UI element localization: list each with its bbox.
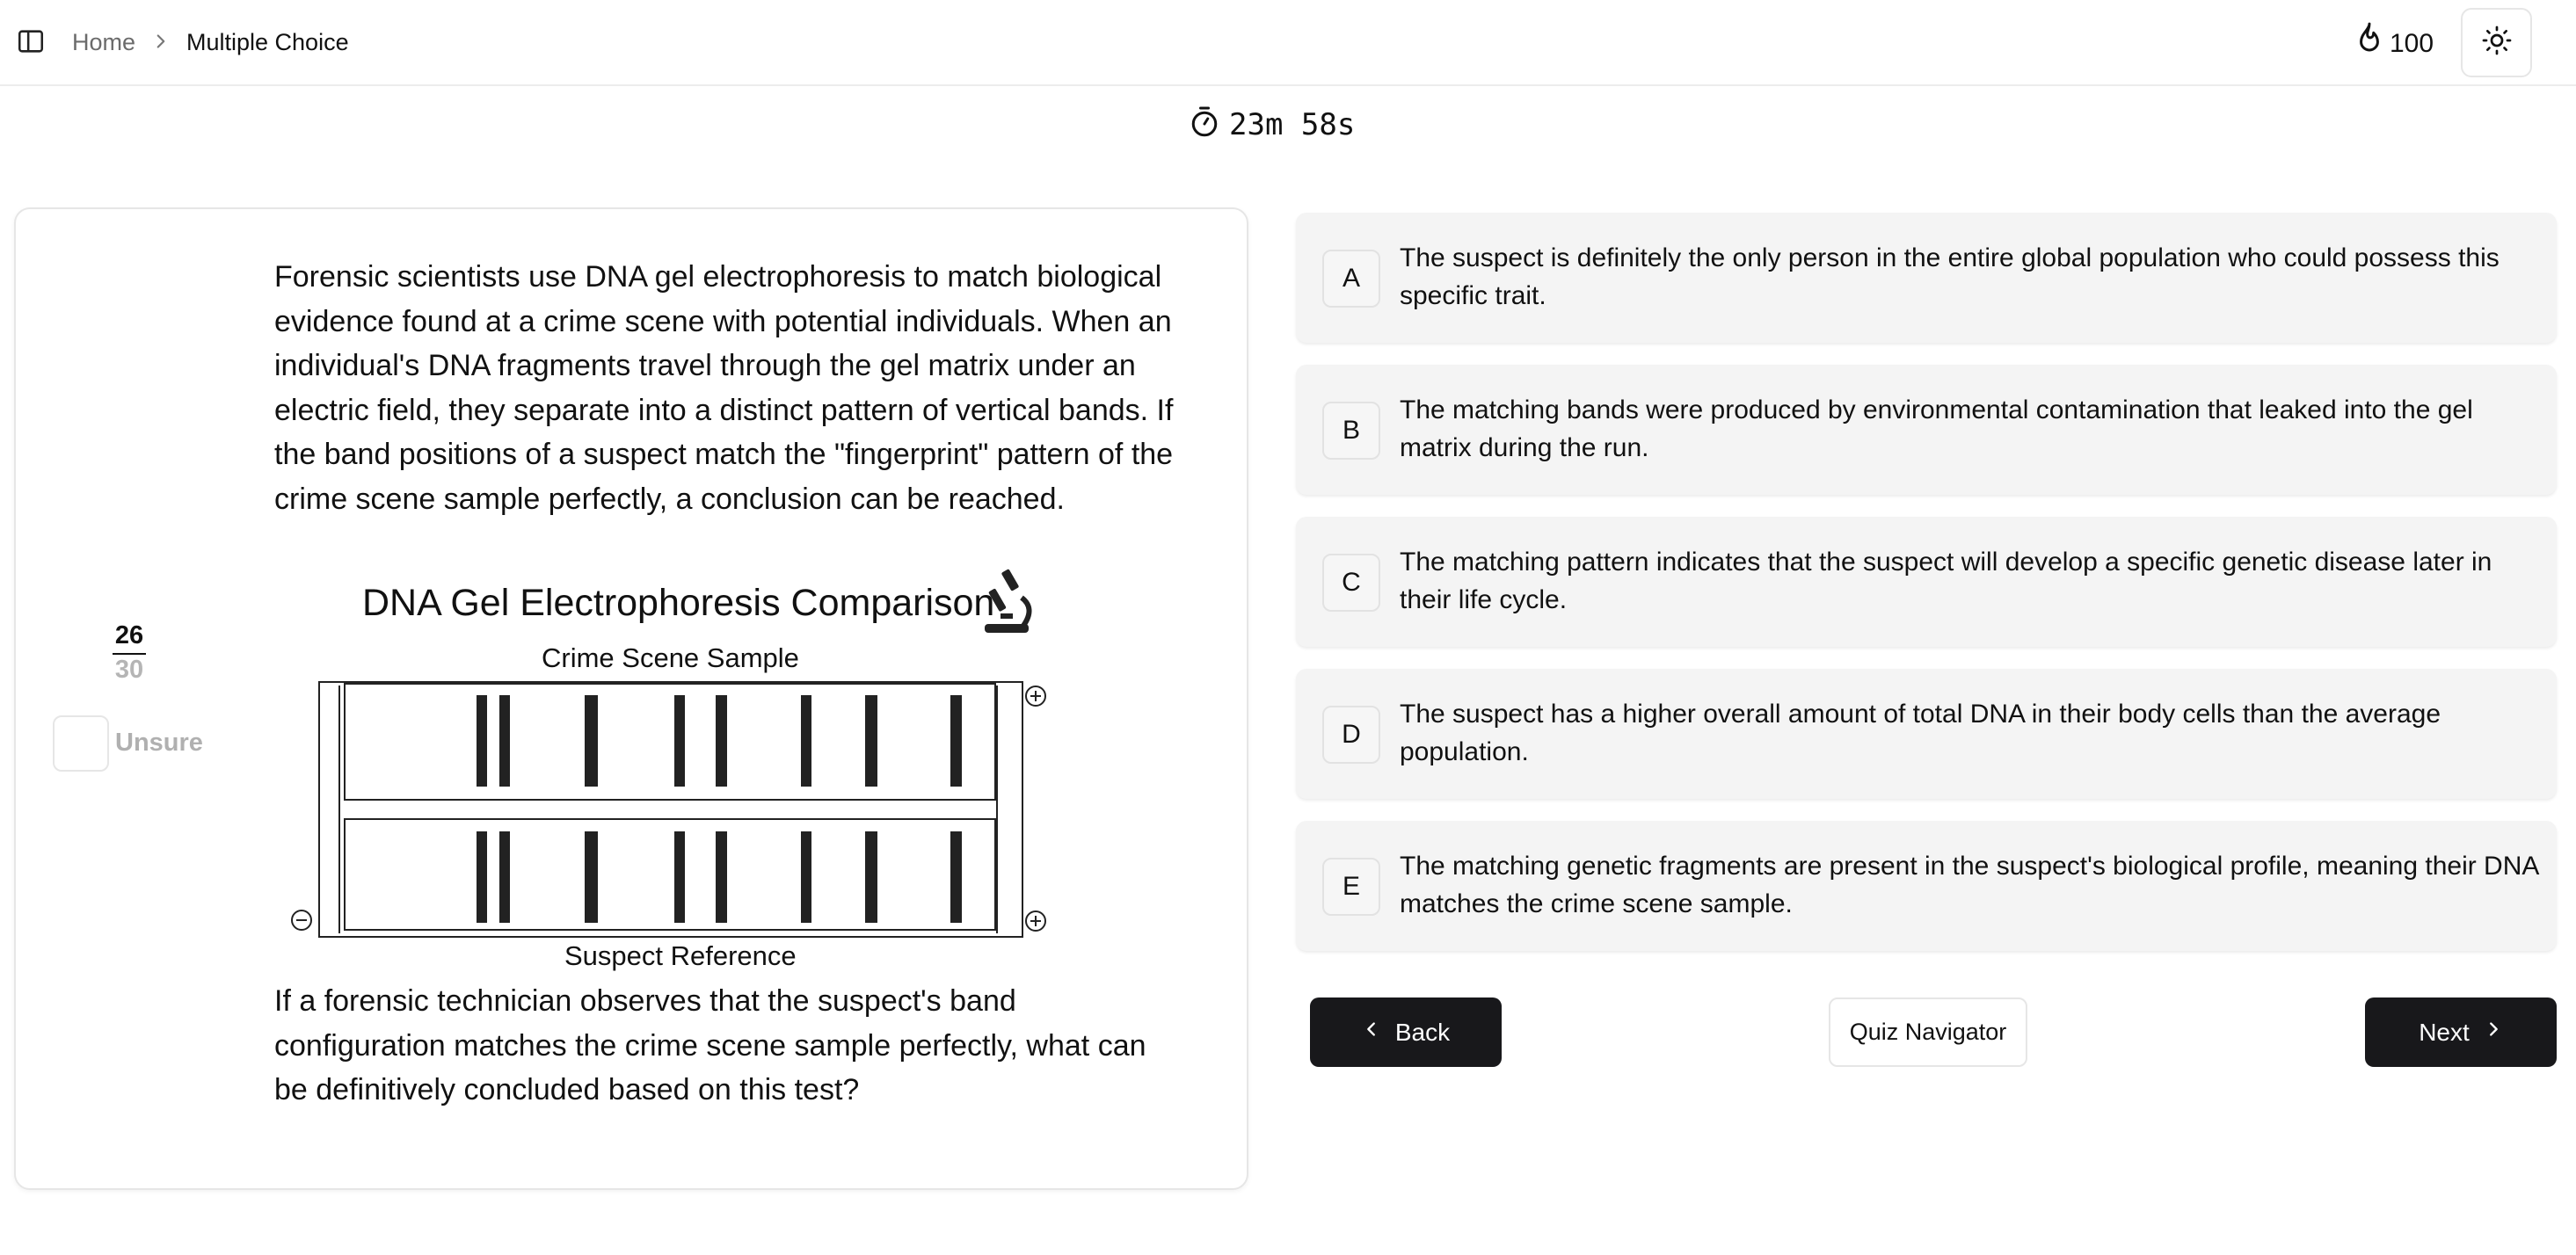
chevron-left-icon (1362, 1018, 1381, 1047)
negative-electrode-icon (292, 910, 311, 930)
back-button[interactable] (1310, 997, 1502, 1067)
answer-option-d[interactable] (1296, 669, 2557, 799)
figure-bottom-lane-label: Suspect Reference (564, 940, 797, 971)
option-letter: D (1322, 706, 1380, 764)
streak-counter (2353, 23, 2434, 65)
answer-option-c[interactable] (1296, 517, 2557, 647)
top-header (0, 0, 2576, 86)
quiz-timer (1189, 104, 1355, 146)
option-text: The matching pattern indicates that the suspect will develop a specific genetic disease later in their life cycle. (1400, 548, 2492, 614)
option-text: The suspect has a higher overall amount of total DNA in their body cells than the average population. (1400, 700, 2441, 766)
back-button-label: Back (1394, 1018, 1451, 1046)
stopwatch-icon (1189, 104, 1220, 147)
option-letter: B (1322, 402, 1380, 460)
positive-electrode-top-icon (1026, 686, 1045, 706)
quiz-navigator-label: Quiz Navigator (1849, 1019, 2007, 1045)
streak-count: 100 (2390, 29, 2434, 58)
theme-toggle-button[interactable] (2461, 8, 2532, 77)
option-text: The matching genetic fragments are present in the suspect's biological profile, meaning their DNA matches the crime scene sample. (1400, 852, 2538, 918)
unsure-checkbox[interactable] (53, 715, 109, 772)
answer-option-e[interactable] (1296, 821, 2557, 951)
flame-icon (2353, 21, 2386, 67)
sun-icon (2481, 25, 2513, 61)
panel-left-icon[interactable] (16, 26, 46, 56)
answer-option-b[interactable] (1296, 365, 2557, 495)
option-text: The suspect is definitely the only person in the entire global population who could possess this specific trait. (1400, 243, 2500, 310)
figure-title: DNA Gel Electrophoresis Comparison (362, 582, 995, 624)
question-stem-intro: Forensic scientists use DNA gel electrophoresis to match biological evidence found at a crime scene with potential individuals. When an individual's DNA fragments travel through the gel matrix under an electric field, they separate into a distinct pattern of vertical bands. If the band positions of a suspect match the "fingerprint" pattern of the crime scene sample perfectly, a conclusion can be reached. (274, 260, 1174, 516)
answer-option-a[interactable] (1296, 213, 2557, 343)
option-letter: C (1322, 554, 1380, 612)
option-letter: E (1322, 858, 1380, 916)
question-stem-prompt: If a forensic technician observes that the suspect's band configuration matches the crime scene sample perfectly, what can be definitively concluded based on this test? (274, 984, 1146, 1106)
positive-electrode-bottom-icon (1026, 911, 1045, 931)
gel-electrophoresis-figure (274, 562, 1066, 976)
question-total: 30 (114, 656, 144, 684)
question-number: 26 (114, 621, 144, 649)
chevron-right-icon (149, 30, 172, 53)
option-letter: A (1322, 250, 1380, 308)
timer-text: 23m 58s (1229, 107, 1356, 142)
figure-top-lane-label: Crime Scene Sample (542, 642, 799, 673)
chevron-right-icon (2484, 1018, 2503, 1047)
option-text: The matching bands were produced by environmental contamination that leaked into the gel matrix during the run. (1400, 395, 2473, 462)
breadcrumb-current: Multiple Choice (186, 29, 349, 55)
breadcrumb-home[interactable]: Home (72, 29, 136, 55)
quiz-navigator-button[interactable] (1829, 997, 2027, 1067)
next-button[interactable] (2365, 997, 2557, 1067)
next-button-label: Next (2419, 1018, 2470, 1046)
unsure-label: Unsure (115, 729, 203, 757)
